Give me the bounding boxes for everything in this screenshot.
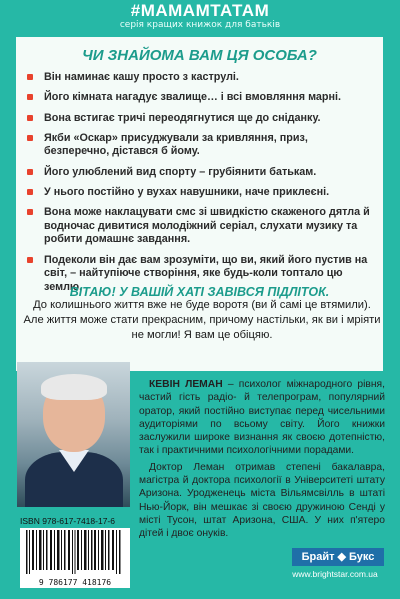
- bullet-item: [16, 112, 383, 126]
- bullet-text: Його кімната нагадує звалище… і всі вмовляння марні.: [44, 91, 342, 104]
- bullet-text: Вона може наклацувати смс зі швидкістю скаженого дятла й водночас дивитися молодіжний серіал, слухати музику та робити домашнє завдання.: [44, 206, 370, 246]
- bullet-list: [16, 71, 383, 301]
- publisher-website: www.brightstar.com.ua: [292, 569, 378, 579]
- author-photo: [17, 362, 130, 507]
- bullet-marker: [27, 135, 33, 141]
- bullet-marker: [27, 74, 33, 80]
- barcode: [20, 528, 130, 588]
- bullet-marker: [27, 94, 33, 100]
- barcode-digits: 9 786177 418176: [38, 578, 112, 587]
- author-name: КЕВІН ЛЕМАН: [149, 379, 223, 390]
- bullet-text: Він наминає кашу просто з каструлі.: [44, 71, 239, 83]
- bullet-text: Вона встигає тричі переодягнутися ще до сніданку.: [44, 111, 321, 124]
- bullet-marker: [27, 189, 33, 195]
- bullet-item: [16, 132, 383, 159]
- bullet-text: Подеколи він дає вам зрозуміти, що ви, який його пустив на світ, – найтупіюче створіння, яке будь-коли топтало цю землю.: [44, 253, 368, 293]
- bullet-text: Якби «Оскар» присуджували за кривляння, приз, безперечно, дістався б йому.: [44, 131, 308, 158]
- isbn-label: ISBN 978-617-7418-17-6: [20, 516, 115, 526]
- series-title: #МАМАМТАТАМ: [130, 1, 270, 20]
- bullet-marker: [27, 115, 33, 121]
- panel-headline: ЧИ ЗНАЙОМА ВАМ ЦЯ ОСОБА?: [82, 47, 317, 64]
- barcode-bars: [26, 530, 124, 574]
- intro-paragraph: До колишнього життя вже не буде воротя (ви й самі це втямили). Але життя може стати прекрасним, причому настільки, як ви і мріяти не могли! Я вам це обіцяю.: [23, 299, 381, 341]
- welcome-line: ВІТАЮ! У ВАШІЙ ХАТІ ЗАВІВСЯ ПІДЛІТОК.: [69, 285, 330, 299]
- author-bio: [139, 378, 385, 544]
- bullet-marker: [27, 209, 33, 215]
- series-subtitle: серія кращих книжок для батьків: [119, 20, 281, 30]
- bullet-item: [16, 206, 383, 247]
- bio-paragraph-2: Доктор Леман отримав степені бакалавра, магістра й доктора психології в Університеті штату Аризона. Уродженець міста Вільямсвілль в штаті Нью-Йорк, він мешкає зі своєю дружиною Сенді у місті Тусон, штат Аризона, США. У них п'ятеро дітей і двоє онуків.: [139, 461, 385, 540]
- publisher-logo: Брайт ◆ Букс: [292, 548, 384, 566]
- bio-text-1: – психолог міжнародного рівня, частий гість радіо- й телепрограм, популярний оратор, який постійно виступає перед чисельними аудиторіями по всьому світу. Його книжки заслужили широке визнання як своєю дотепністю, так і практичними психологічними порадами.: [139, 379, 385, 457]
- bullet-marker: [27, 257, 33, 263]
- bullet-item: [16, 71, 383, 85]
- photo-hair: [41, 374, 107, 400]
- bullet-marker: [27, 169, 33, 175]
- bullet-item: [16, 166, 383, 180]
- bullet-text: Його улюблений вид спорту – грубіянити батькам.: [44, 165, 317, 178]
- bio-paragraph-1: [139, 378, 385, 458]
- series-header: [0, 0, 400, 36]
- bullet-item: [16, 91, 383, 105]
- bullet-item: [16, 186, 383, 200]
- bullet-text: У нього постійно у вухах навушники, наче приклеєні.: [44, 186, 330, 198]
